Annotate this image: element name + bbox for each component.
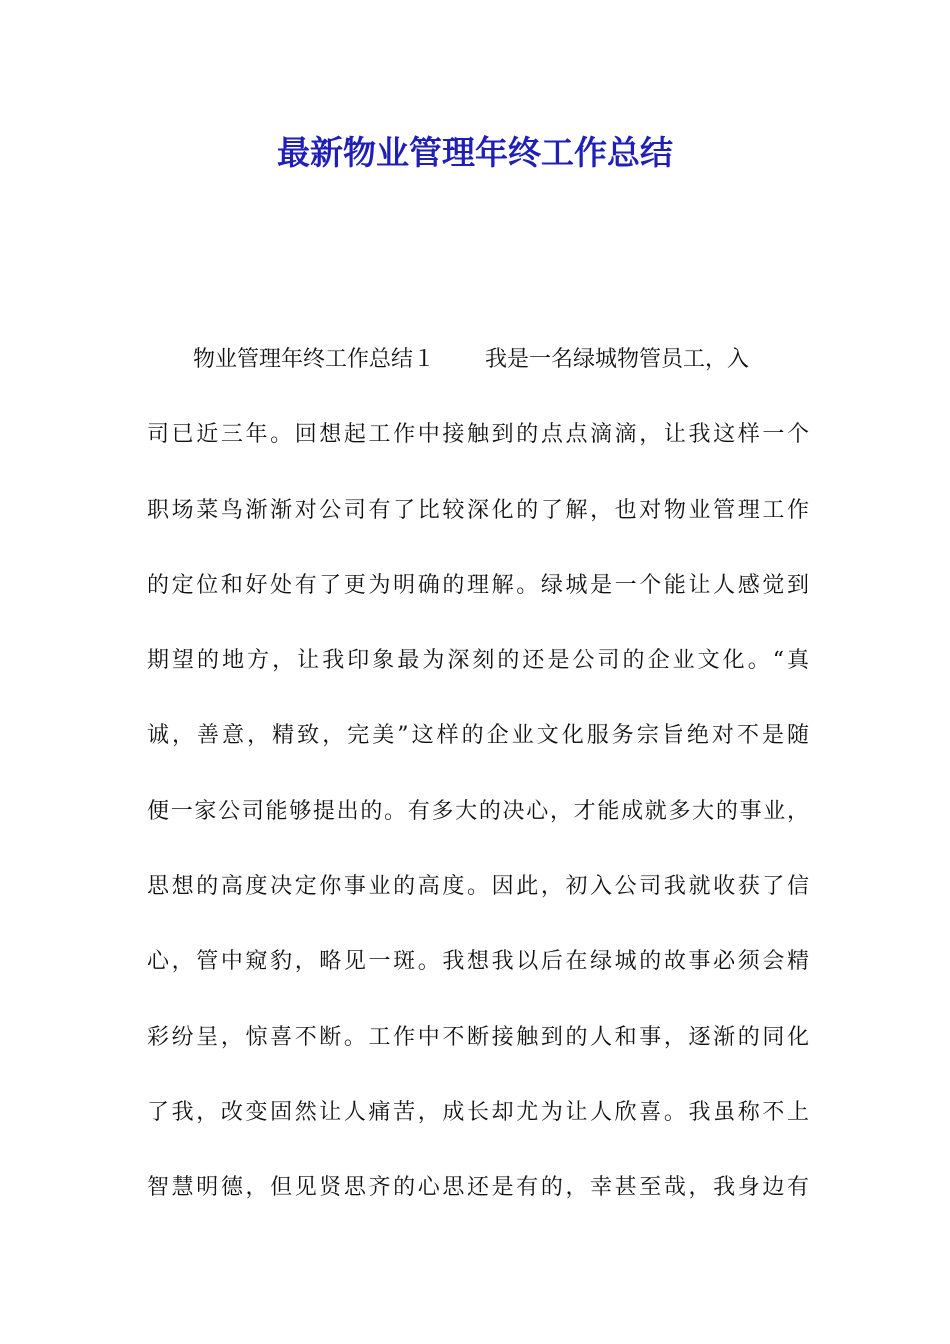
- paragraph-line: 便一家公司能够提出的。有多大的决心，才能成就多大的事业，: [147, 798, 809, 824]
- paragraph-line: 期望的地方，让我印象最为深刻的还是公司的企业文化。“真: [147, 648, 809, 674]
- document-title: 最新物业管理年终工作总结: [277, 133, 673, 172]
- section-heading: 物业管理年终工作总结１: [193, 347, 436, 372]
- paragraph-line: 了我，改变固然让人痛苦，成长却尤为让人欣喜。我虽称不上: [147, 1099, 809, 1125]
- paragraph-line: 诚，善意，精致，完美”这样的企业文化服务宗旨绝对不是随: [147, 723, 809, 749]
- paragraph-line: 彩纷呈，惊喜不断。工作中不断接触到的人和事，逐渐的同化: [147, 1024, 809, 1050]
- paragraph-line: 智慧明德，但见贤思齐的心思还是有的，幸甚至哉，我身边有: [147, 1175, 809, 1201]
- document-body: [147, 335, 809, 1239]
- paragraph-line: 心，管中窥豹，略见一斑。我想我以后在绿城的故事必须会精: [147, 949, 809, 975]
- paragraph-line: 思想的高度决定你事业的高度。因此，初入公司我就收获了信: [147, 874, 809, 900]
- paragraph-line: 职场菜鸟渐渐对公司有了比较深化的了解，也对物业管理工作: [147, 497, 809, 523]
- paragraph-line: 的定位和好处有了更为明确的理解。绿城是一个能让人感觉到: [147, 572, 809, 598]
- paragraph-first-line: [147, 335, 809, 385]
- paragraph-text: 我是一名绿城物管员工，入: [485, 347, 750, 372]
- paragraph-line: 司已近三年。回想起工作中接触到的点点滴滴，让我这样一个: [147, 422, 809, 448]
